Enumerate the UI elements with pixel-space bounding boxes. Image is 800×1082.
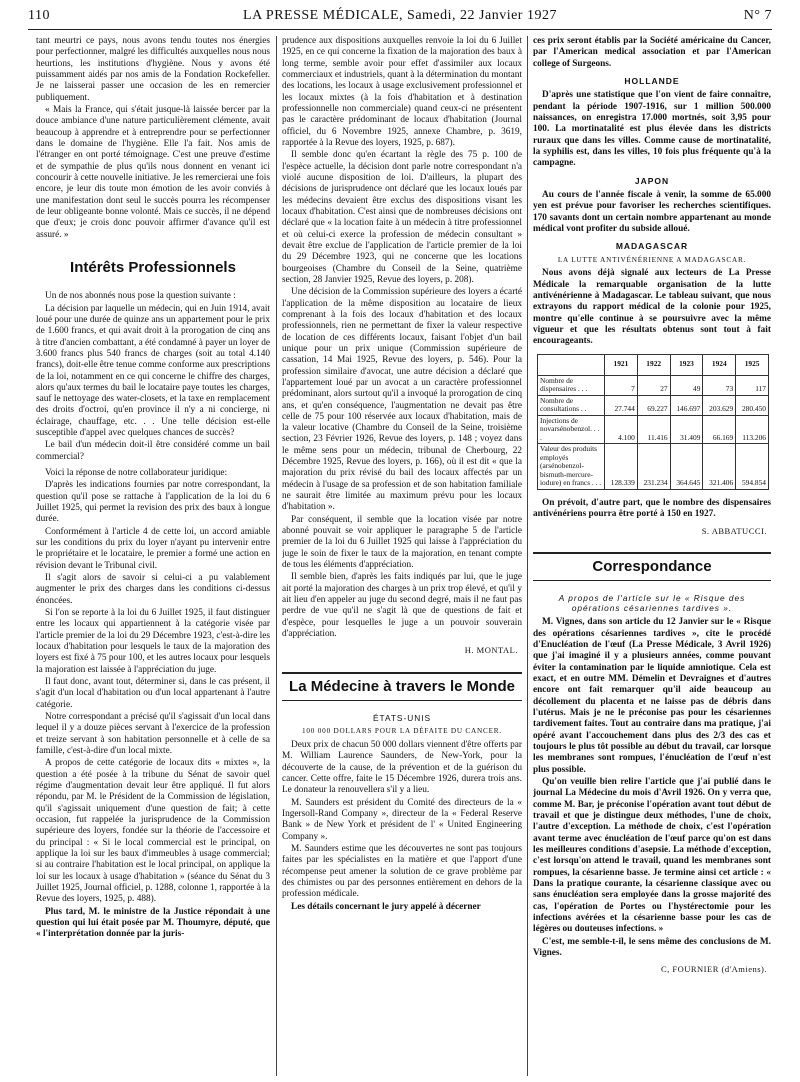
table-cell: 364.645 — [670, 444, 703, 490]
section-title-medecine: La Médecine à travers le Monde — [282, 672, 522, 701]
country-heading: ÉTATS-UNIS — [372, 713, 432, 724]
article-paragraph: La décision par laquelle un médecin, qui en Juin 1914, avait loué pour une durée de quinze ans un appartement pour le prix de 1.600 francs, et qui avait droit à la prorogation de cinq ans à titre d'ancien combattant, a été condamné à payer un loyer de 3.600 francs plus 540 francs de charges (soit au total 4.140 francs), doit-elle être tenue comme conforme aux prescriptions de la loi, notamment en ce qui concerne le chiffre des charges, alors qu'aux termes du bail le locataire paye toutes les charges, sauf le nettoyage des water-closets, et la taxe en remplacement des droits d'octroi, qu'en province il n'y a ni concierge, ni éclairage, chauffage, etc. . . Une telle décision est-elle susceptible d'appel avec quelques chances de succès? — [36, 303, 270, 439]
article-paragraph: Le bail d'un médecin doit-il être considéré comme un bail commercial? — [36, 440, 270, 462]
author-signature: S. ABBATUCCI. — [701, 525, 767, 536]
table-header-year: 1924 — [703, 354, 736, 375]
intro-paragraph: tant meurtri ce pays, nous avons tendu toutes nos énergies pour perfectionner, malgré les difficultés auxquelles nous nous heurtions, les institutions d'hygiène. Nous y avons été puissamment aidés par nos amis de la Fondation Rockefeller. Je ne laisserai passer une occasion de les en remercier publiquement. — [36, 36, 270, 103]
table-cell: 7 — [605, 375, 638, 395]
table-cell: 146.697 — [670, 395, 703, 415]
table-corner — [538, 354, 605, 375]
column-1 — [36, 36, 270, 1076]
article-paragraph: A propos de cette catégorie de locaux dits « mixtes », la question a été posée à la tribune du Sénat de savoir quel régime d'augmentation devait leur être appliqué. Il fut alors répondu, par M. le Président de la Commission de législation, qu'il s'agissait uniquement d'une question de fait; à cette occasion, fut rappelée la jurisprudence de la Commission supérieure des loyers, fondée sur la théorie de l'accessoire et du principal : « Si le local commercial est le principal, on applique la loi sur les baux d'immeubles à usage commercial; si au contraire l'habitation est le local principal, on applique la loi sur les locaux à usage d'habitation » (séance du Sénat du 3 Juillet 1925, Journal officiel, p. 1288, colonne 1, rapportée à la Revue des loyers, 1925, p. 488). — [36, 758, 270, 905]
row-label: Injections de novarsénobenzol. . . . — [538, 415, 605, 444]
table-cell: 27 — [637, 375, 670, 395]
news-paragraph: ces prix seront établis par la Société américaine du Cancer, par l'American medical association et par l'American college of Surgeons. — [533, 36, 771, 69]
table-row — [538, 415, 769, 444]
article-paragraph: Il semble bien, d'après les faits indiqués par lui, que le juge ait porté la majoration des charges à un prix trop élevé, et qu'il y ait lieu d'en appeler au juge du second degré, mais il ne faut pas perdre de vue qu'il ne s'agit là que de questions de fait et d'espèce, pour lesquelles le juge a un pouvoir souverain d'appréciation. — [282, 572, 522, 640]
article-paragraph: prudence aux dispositions auxquelles renvoie la loi du 6 Juillet 1925, en ce qui concerne la fixation de la majoration des baux à long terme, semble avoir pour effet d'assimiler aux locaux commerciaux et industriels, quant à la détermination du montant des locations, les locaux à usage exclusivement professionnel et les locaux mixtes (à la fois d'habitation et à destination professionnelle non commerciale) quand ceux-ci ne présentent pas le caractère prédominant de locaux d'habitation (Journal officiel, du 6 Novembre 1925, annexe Chambre, p. 3619, rapportée à la Revue des loyers, 1925, p. 687). — [282, 36, 522, 148]
table-cell: 66.169 — [703, 415, 736, 444]
column-divider — [527, 36, 528, 1076]
article-paragraph: D'après les indications fournies par notre correspondant, la question qu'il pose se rattache à l'application de la loi du 6 Juillet 1925, qui permet la revision des prix des baux à longue durée. — [36, 480, 270, 525]
correspondence-subtitle: A propos de l'article sur le « Risque des opérations césariennes tardives ». — [558, 593, 746, 614]
table-cell: 128.339 — [605, 444, 638, 490]
column-divider — [276, 36, 277, 1076]
table-header-row — [538, 354, 769, 375]
table-cell: 73 — [703, 375, 736, 395]
header-rule — [28, 29, 772, 30]
country-heading-hollande: HOLLANDE — [624, 75, 680, 86]
table-row — [538, 375, 769, 395]
table-cell: 113.206 — [736, 415, 769, 444]
article-paragraph: Si l'on se reporte à la loi du 6 Juillet 1925, il faut distinguer entre les locaux qui appartiennent à la catégorie visée par l'article premier de la loi du 29 Décembre 1923, c'est-à-dire les locaux d'habitation pour lesquels le taux de la majoration des loyers est fixé à 75 pour 100, et les autres locaux pour lesquels la majoration est laissée à l'appréciation du juge. — [36, 608, 270, 675]
table-cell: 594.854 — [736, 444, 769, 490]
article-paragraph: Il s'agit alors de savoir si celui-ci a pu valablement augmenter le prix des charges dans les conditions ci-dessus énoncées. — [36, 573, 270, 606]
article-paragraph: Une décision de la Commission supérieure des loyers a écarté l'application de la même disposition au locataire de lieux comprenant à la fois des locaux d'habitation et des locaux professionnels, rien ne permettant de fixer la valeur respective de location de ces différents locaux, faisant l'objet d'un bail unique pour un prix unique (Commission supérieure de cassation, 14 Mai 1925, Revue des loyers, p. 546). Pour la profession similaire d'avocat, une autre décision a déclaré que l'appartement loué par un avocat a un caractère professionnel prédominant, alors surtout qu'il a invoqué la prorogation de cinq ans, et qu'en conséquence, l'augmentation ne devait pas être celle de 75 pour 100 réservée aux locaux d'habitation, mais de la valeur locative (Chambre du Conseil de la Seine, troisième section, 23 Février 1926, Revue des loyers, p. 148 ; voyez dans le même sens pour un médecin, tribunal de Cherbourg, 22 Décembre 1925, Revue des loyers, p. 166), où il est dit « que la majoration du prix révisé du bail des locaux affectés par un médecin à l'usage de sa profession et de son habitation familiale ne saurait être limitée au maximum prévu pour les locaux d'habitation ». — [282, 287, 522, 513]
table-header-year: 1923 — [670, 354, 703, 375]
news-paragraph: M. Saunders estime que les découvertes ne sont pas toujours faites par les spécialistes en la matière et que l'apport d'une récompense peut amener la solution de ce grave problème par des chimistes ou par des personnes entièrement en dehors de la profession médicale. — [282, 843, 522, 900]
article-paragraph: Un de nos abonnés nous pose la question suivante : — [45, 291, 236, 302]
correspondence-paragraph: C'est, me semble-t-il, le sens même des conclusions de M. Vignes. — [533, 936, 771, 958]
table-cell: 69.227 — [637, 395, 670, 415]
news-subtitle: LA LUTTE ANTIVÉNÉRIENNE A MADAGASCAR. — [557, 255, 747, 264]
table-header-year: 1921 — [605, 354, 638, 375]
article-paragraph: Notre correspondant a précisé qu'il s'agissait d'un local dans lequel il y a douze pièces servant à l'exercice de la profession et treize servant à son habitation personnelle et à celle de sa famille, c'est-à-dire d'un local mixte. — [36, 712, 270, 756]
article-paragraph: Voici la réponse de notre collaborateur juridique: — [45, 468, 228, 479]
table-cell: 4.100 — [605, 415, 638, 444]
statistics-table — [537, 354, 769, 490]
table-header-year: 1922 — [637, 354, 670, 375]
table-cell: 231.234 — [637, 444, 670, 490]
article-paragraph: Conformément à l'article 4 de cette loi, un accord amiable sur les conditions du prix du loyer n'ayant pu intervenir entre le propriétaire et le locataire, le premier a formé une action en révision devant le Tribunal civil. — [36, 526, 270, 571]
country-heading-japon: JAPON — [634, 175, 670, 186]
news-paragraph-bold: Les détails concernant le jury appelé à décerner — [291, 901, 481, 912]
table-cell: 280.450 — [736, 395, 769, 415]
row-label: Nombre de consultations . . — [538, 395, 605, 415]
table-cell: 11.416 — [637, 415, 670, 444]
table-cell: 49 — [670, 375, 703, 395]
correspondence-paragraph: M. Vignes, dans son article du 12 Janvier sur le « Risque des opérations césariennes tardives », cite le procédé d'Enucléation de l'œuf (La Presse Médicale, 3 Avril 1926) que j'ai imaginé il y a plusieurs années, comme pouvant éviter la contamination par le liquide amniotique. Cela est exact, et en outre MM. Démelin et Devraignes et d'autres encore ont fait remarquer qu'il aide beaucoup au décollement du placenta et ne laisse pas de débris dans l'utérus. Mais je ne le préconise pas pour les césariennes tardivement faites. Tout au contraire dans ma pratique, j'ai opéré avant l'accouchement dans plus des 2/3 des cas et toujours le plus tôt possible au début du travail, car lorsque les membranes sont rompues, l'énucléation de l'œuf n'est plus possible. — [533, 617, 771, 775]
news-paragraph: M. Saunders est président du Comité des directeurs de la « Ingersoll-Rand Company », directeur de la « Federal Reserve Bank » de New York et président de l' « United Engineering Company ». — [282, 797, 522, 842]
row-label: Nombre de dispensaires . . . — [538, 375, 605, 395]
table-row — [538, 444, 769, 490]
row-label: Valeur des produits employés (arsénobenzol-bismuth-mercure-iodure) en francs . . . — [538, 444, 605, 490]
issue-number: N° 7 — [743, 8, 772, 23]
news-paragraph: Nous avons déjà signalé aux lecteurs de La Presse Médicale la remarquable organisation de la lutte antivénérienne à Madagascar. Le tableau suivant, que nous extrayons du rapport médical de la colonie pour 1925, montre qu'elle continue à se poursuivre avec la même vigueur et que les résultats obtenus sont tout à fait encourageants. — [533, 268, 771, 347]
article-paragraph: Par conséquent, il semble que la location visée par notre abonné pouvait se voir appliquer le paragraphe 5 de l'article premier de la loi du 6 Juillet 1925 qui laisse à l'appréciation du juge le soin de fixer le taux de la majoration, en tenant compte de tous les éléments d'appréciation. — [282, 514, 522, 571]
table-cell: 321.406 — [703, 444, 736, 490]
column-3 — [533, 36, 771, 1076]
page-header — [28, 8, 772, 28]
journal-title: LA PRESSE MÉDICALE, Samedi, 22 Janvier 1927 — [243, 8, 557, 23]
news-paragraph: Deux prix de chacun 50 000 dollars viennent d'être offerts par M. William Laurence Saunders, de New-York, pour la découverte de la cause, de la prévention et de la guérison du cancer. Cette offre, faite le 15 Décembre 1926, durera trois ans. Le donateur la renouvellera s'il y a lieu. — [282, 739, 522, 796]
table-cell: 203.629 — [703, 395, 736, 415]
article-paragraph: Il semble donc qu'en écartant la règle des 75 p. 100 de l'espèce actuelle, la décision dont parle notre correspondant n'a violé aucune disposition de loi. D'ailleurs, la plupart des décisions de jurisprudence ont déclaré que les locaux loués par les médecins devaient être exclus des dispositions visant les locaux d'habitation. C'est ainsi que de nombreuses décisions ont déclaré que « la location faite à un médecin à titre professionnel et où celui-ci exerce la profession de médecin consultant » devait être exclue de l'application de l'article premier de la loi du 29 Décembre 1923, qui ne concerne que les locations bourgeoises (Chambre du Conseil de la Seine, quatrième section, 28 Janvier 1925, Revue des loyers, p. 208). — [282, 150, 522, 285]
news-paragraph: D'après une statistique que l'on vient de faire connaître, pendant la période 1907-1916, sur 1 million 500.000 naissances, on enregistra 17.000 mortnés, soit 3,95 pour 100. La mortinatalité est plus élevée dans les districts ruraux que dans les villes. Comme cause de mortinatalité, la syphilis est, dans les villes, 10 fois plus fréquente qu'à la campagne. — [533, 90, 771, 169]
author-signature: H. MONTAL. — [464, 645, 518, 656]
table-row — [538, 395, 769, 415]
article-paragraph-bold: Plus tard, M. le ministre de la Justice répondait à une question qui lui était posée par M. Thoumyre, député, que « l'interprétation donnée par la juris- — [36, 906, 270, 940]
table-cell: 27.744 — [605, 395, 638, 415]
table-cell: 117 — [736, 375, 769, 395]
table-header-year: 1925 — [736, 354, 769, 375]
intro-paragraph: « Mais la France, qui s'était jusque-là laissée bercer par la douce ambiance d'une nature particulièrement clémente, avait beaucoup à apprendre et à entreprendre pour se perfectionner dans le domaine de l'hygiène. Elle l'a fait. Nos amis de l'étranger en ont porté témoignage. C'est une preuve d'estime et de sympathie de plus qu'ils nous donnent en venant ici concourir à cette nouvelle initiative. Je les remercierai une fois encore, je leur dis toute mon émotion de les avoir conviés à une manifestation dont seul le succès pourra les récompenser de leur obligeante bonne volonté. Mais ce succès, il ne dépend que d'eux; je crois donc pouvoir affirmer d'avance qu'il est assuré. » — [36, 104, 270, 240]
page-number: 110 — [28, 8, 50, 23]
table-cell: 31.409 — [670, 415, 703, 444]
correspondence-paragraph: Qu'on veuille bien relire l'article que j'ai publié dans le journal La Médecine du mois d'Avril 1926. On y verra que, comme M. Bar, je préconise l'opération avant tout début de travail et que je distingue deux méthodes, l'une de choix, l'autre d'exception. La méthode de choix, c'est l'opération avant terme avec énucléation de l'œuf parce qu'on est dans les meilleures conditions d'asepsie. La méthode d'exception, c'est lorsqu'on attend le travail, quand les membranes sont rompues, la césarienne basse. Je termine ainsi cet article : « Dans la pratique courante, la césarienne classique avec ou sans énucléation sera employée dans la grosse majorité des cas, l'opération de Portes ou l'hystérectomie pour les infections avérées et la césarienne basse pour les cas de légères ou douteuses infections. » — [533, 777, 771, 935]
news-subtitle: 100 000 DOLLARS POUR LA DÉFAITE DU CANCER. — [302, 727, 502, 736]
news-paragraph: Au cours de l'année fiscale à venir, la somme de 65.000 yen est prévue pour favoriser les recherches scientifiques. 170 savants dont un certain nombre appartenant au monde médical vont profiter du subside alloué. — [533, 190, 771, 234]
author-signature: C, FOURNIER (d'Amiens). — [660, 964, 767, 975]
news-paragraph: On prévoit, d'autre part, que le nombre des dispensaires antivénériens pourra être porté à 150 en 1927. — [533, 497, 771, 520]
country-heading-madagascar: MADAGASCAR — [615, 241, 689, 252]
section-title-interets: Intérêts Professionnels — [70, 258, 236, 276]
article-paragraph: Il faut donc, avant tout, déterminer si, dans le cas présent, il s'agit d'un local d'habitation ou d'un local appartenant à l'autre catégorie. — [36, 677, 270, 710]
section-title-correspondance: Correspondance — [533, 552, 771, 581]
column-2 — [282, 36, 522, 1076]
